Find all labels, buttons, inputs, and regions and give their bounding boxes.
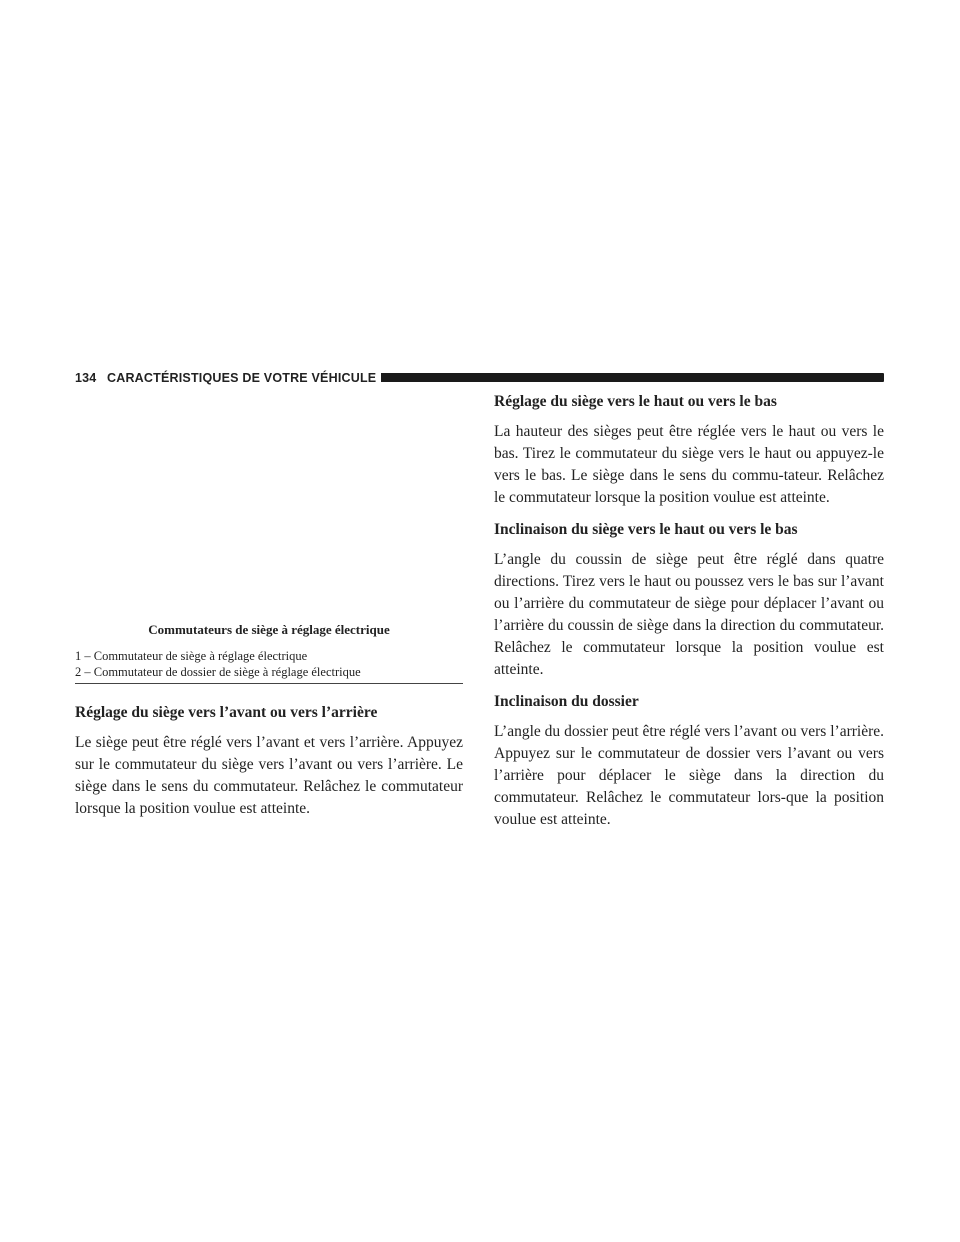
paragraph-up-down: La hauteur des sièges peut être réglée vers le haut ou vers le bas. Tirez le commutateur du siège vers le haut ou appuyez-le vers le bas. Le siège dans le sens du commu-tateur. Relâchez le commutateur lorsque la position voulue est atteinte. (494, 423, 884, 506)
caption-divider (75, 683, 463, 684)
figure-caption-title: Commutateurs de siège à réglage électrique (148, 622, 390, 637)
heading-forward-backward: Réglage du siège vers l’avant ou vers l’arrière (75, 704, 378, 721)
page-header (75, 369, 884, 389)
page-number: 134 (75, 371, 97, 385)
heading-seat-tilt: Inclinaison du siège vers le haut ou vers le bas (494, 521, 798, 538)
paragraph-seatback-recline: L’angle du dossier peut être réglé vers l’avant ou vers l’arrière. Appuyez sur le commutateur de dossier vers l’avant ou vers l’arrière pour déplacer le siège dans la direction du commutateur. Relâchez le commutateur lors-que la position voulue est atteinte. (494, 723, 884, 828)
section-title: CARACTÉRISTIQUES DE VOTRE VÉHICULE (107, 371, 377, 385)
figure-legend-item-1: 1 – Commutateur de siège à réglage électrique (75, 649, 308, 663)
heading-up-down: Réglage du siège vers le haut ou vers le bas (494, 393, 777, 410)
header-rule (381, 373, 884, 382)
figure-caption (75, 620, 463, 684)
right-column (494, 391, 884, 841)
figure-legend-item-2: 2 – Commutateur de dossier de siège à réglage électrique (75, 665, 361, 679)
heading-seatback-recline: Inclinaison du dossier (494, 693, 639, 710)
left-column (75, 620, 463, 830)
paragraph-forward-backward: Le siège peut être réglé vers l’avant et vers l’arrière. Appuyez sur le commutateur du siège vers l’avant ou vers l’arrière. Le siège dans le sens du commutateur. Relâchez le commutateur lorsque la position voulue est atteinte. (75, 734, 463, 817)
paragraph-seat-tilt: L’angle du coussin de siège peut être réglé dans quatre directions. Tirez vers le haut ou poussez vers le bas sur l’avant ou l’arrière du commutateur de siège pour déplacer l’avant ou l’arrière du coussin de siège dans la direction du commutateur. Relâchez le commutateur lorsque la position voulue est atteinte. (494, 551, 884, 678)
